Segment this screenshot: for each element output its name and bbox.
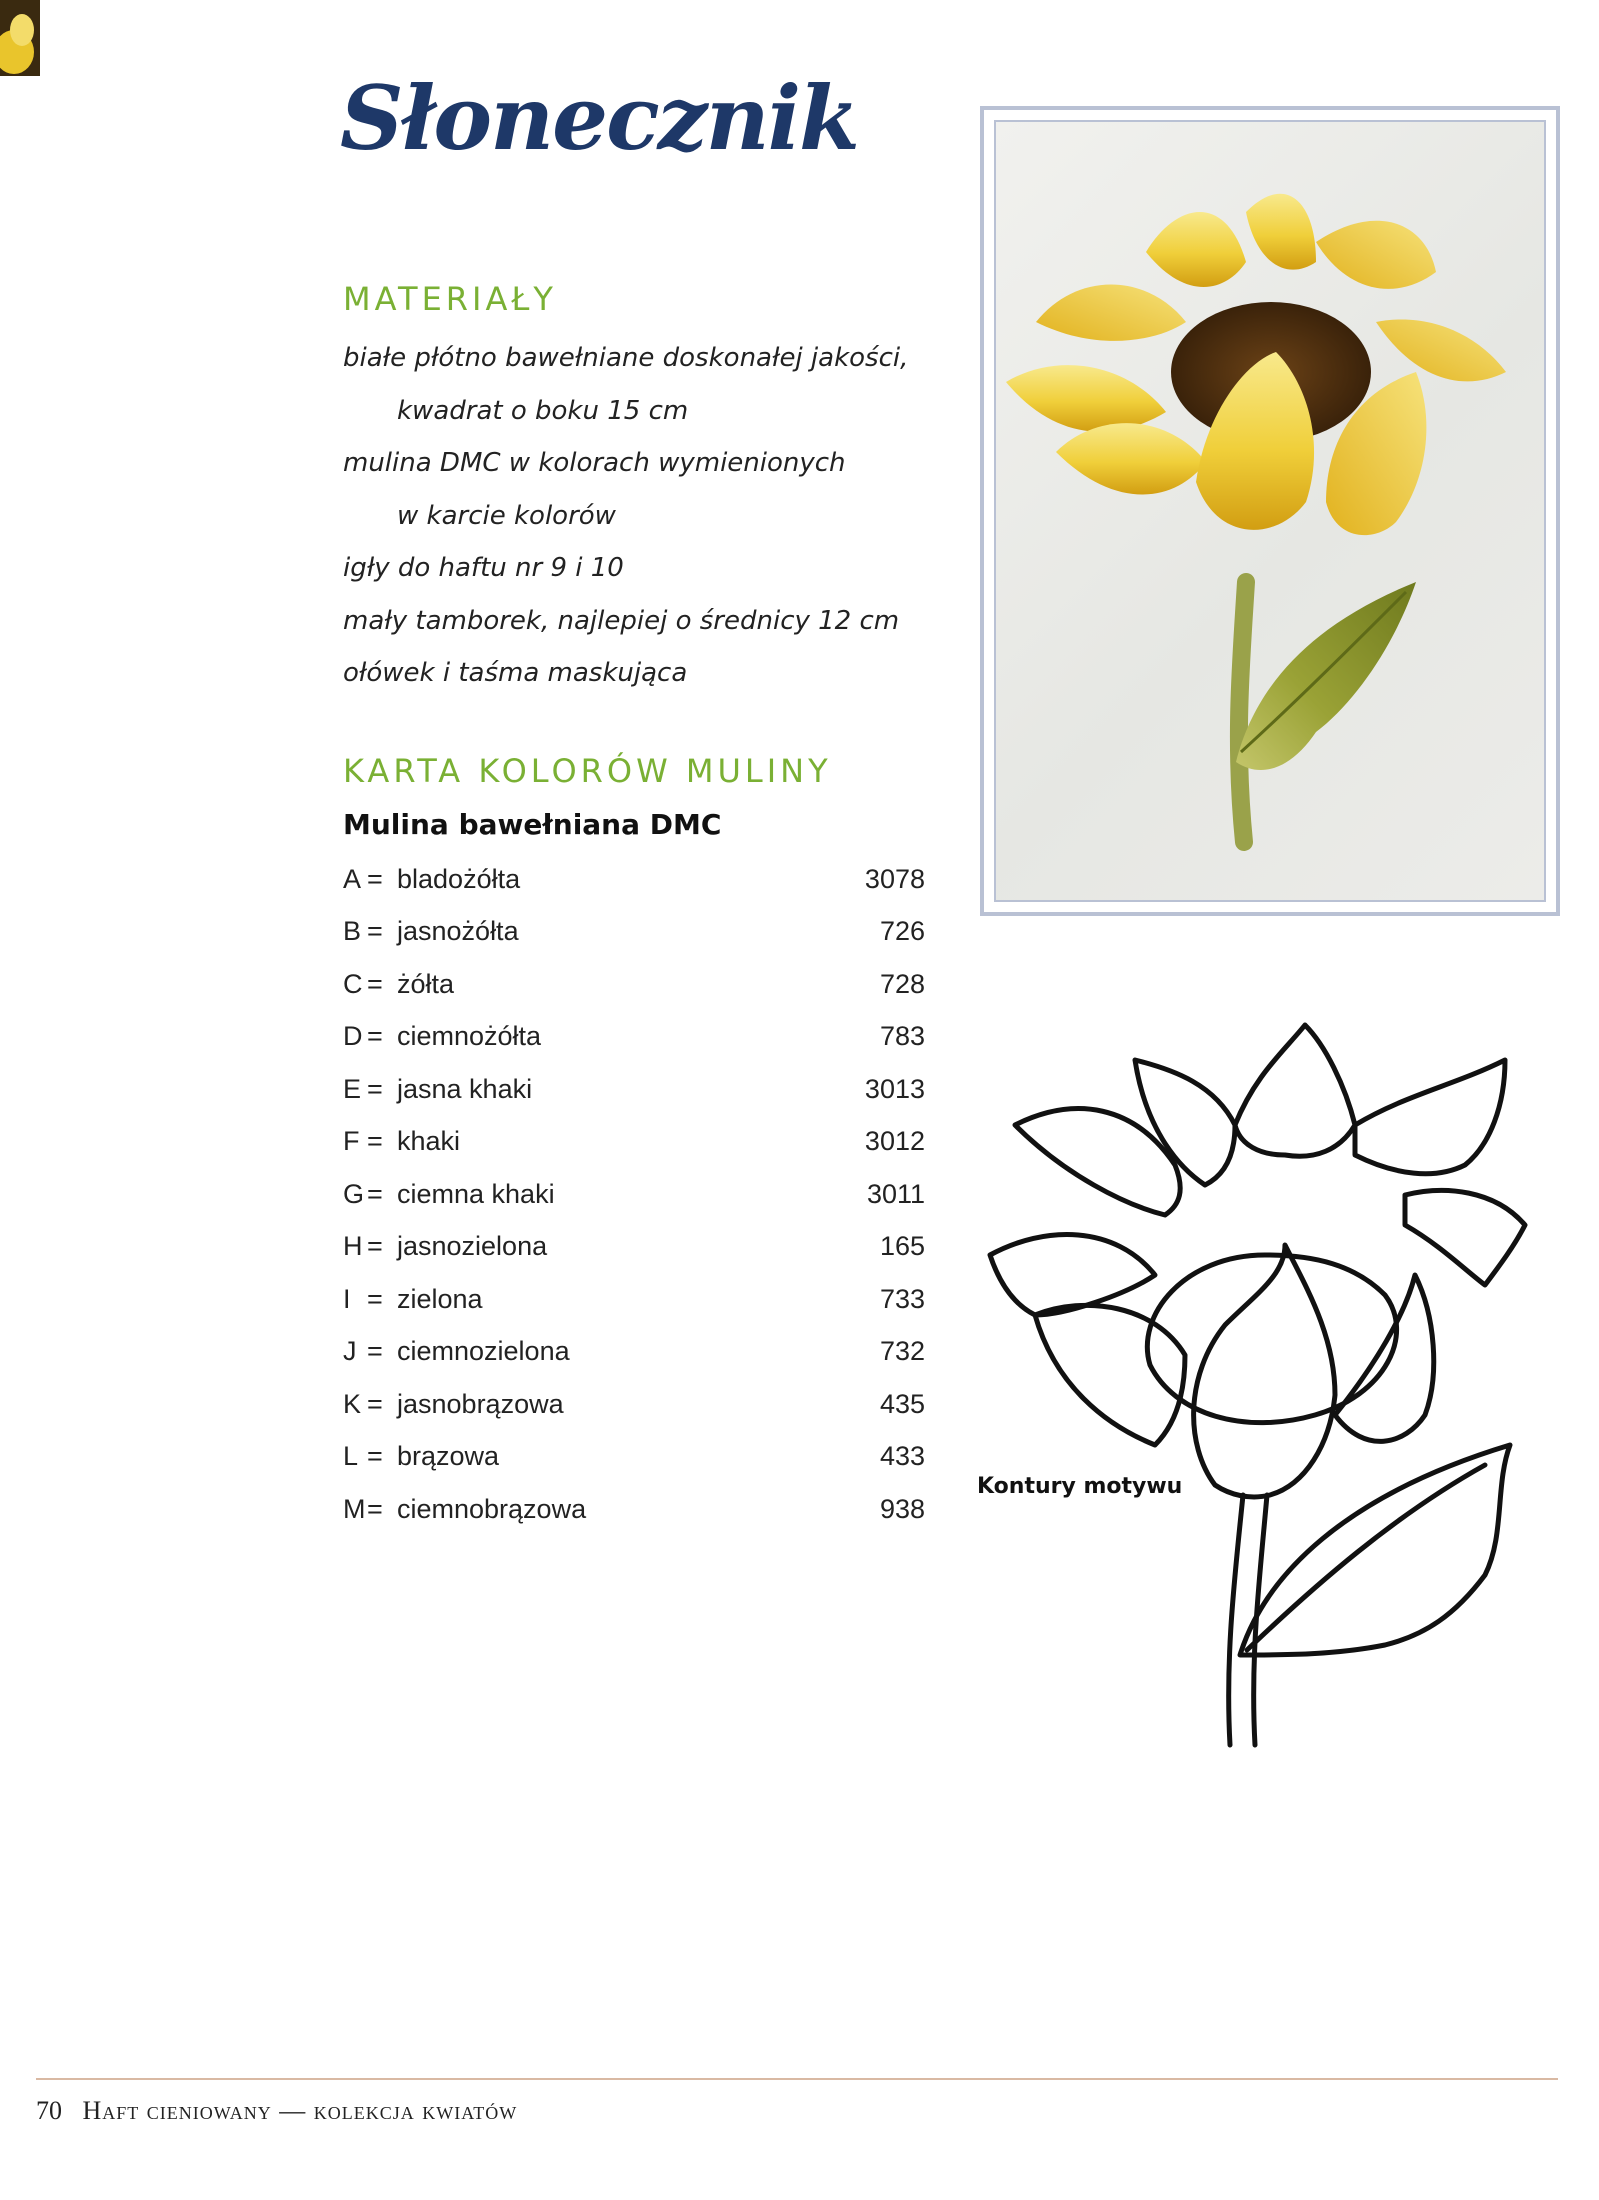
materials-line: w karcie kolorów	[397, 500, 616, 531]
color-number: 783	[879, 1021, 925, 1052]
color-equals: =	[367, 916, 383, 947]
color-name: jasnożółta	[397, 916, 519, 947]
color-name: ciemna khaki	[397, 1178, 555, 1209]
color-name: ciemnozielona	[397, 1336, 570, 1367]
color-code: G	[343, 1178, 365, 1209]
color-code: B	[343, 916, 362, 947]
embroidered-sunflower-illustration	[996, 122, 1546, 902]
color-number: 433	[879, 1441, 925, 1472]
color-code: I	[343, 1283, 351, 1314]
color-table	[343, 853, 925, 1536]
materials-list	[343, 332, 943, 700]
color-name: żółta	[397, 968, 455, 999]
running-title: Haft cieniowany — kolekcja kwiatów	[82, 2096, 518, 2125]
embroidery-photo	[994, 120, 1546, 902]
footer-rule	[36, 2078, 1558, 2080]
color-row	[343, 1431, 925, 1484]
color-code: A	[343, 863, 362, 894]
motif-outline	[985, 1015, 1545, 1765]
color-equals: =	[367, 1441, 383, 1472]
color-number: 435	[879, 1388, 925, 1419]
color-code: H	[343, 1231, 363, 1262]
color-equals: =	[367, 863, 383, 894]
color-code: C	[343, 968, 363, 999]
outline-caption: Kontury motywu	[977, 1474, 1183, 1499]
color-row	[343, 1011, 925, 1064]
color-equals: =	[367, 1231, 383, 1262]
color-row	[343, 1116, 925, 1169]
color-equals: =	[367, 1178, 383, 1209]
color-name: ciemnobrązowa	[397, 1493, 587, 1524]
sunflower-thumbnail-icon	[0, 0, 40, 76]
color-name: brązowa	[397, 1441, 500, 1472]
color-row	[343, 1483, 925, 1536]
materials-line: białe płótno bawełniane doskonałej jakości,	[343, 343, 909, 373]
color-row	[343, 1063, 925, 1116]
page-number: 70	[36, 2096, 62, 2125]
color-number: 3013	[864, 1073, 925, 1104]
color-chart-heading: KARTA KOLORÓW MULINY	[343, 752, 832, 790]
color-number: 732	[879, 1336, 925, 1367]
sunflower-outline-drawing	[985, 1015, 1545, 1765]
color-equals: =	[367, 1283, 383, 1314]
color-code: D	[343, 1021, 363, 1052]
color-row	[343, 853, 925, 906]
color-row	[343, 1326, 925, 1379]
embroidery-photo-frame	[980, 106, 1560, 916]
materials-line: kwadrat o boku 15 cm	[397, 395, 689, 426]
color-code: E	[343, 1073, 362, 1104]
corner-thumbnail	[0, 0, 40, 76]
color-code: L	[343, 1441, 359, 1472]
color-equals: =	[367, 1388, 383, 1419]
materials-line: igły do haftu nr 9 i 10	[343, 553, 624, 583]
color-name: jasnobrązowa	[397, 1388, 564, 1419]
color-number: 938	[879, 1493, 925, 1524]
color-name: jasnozielona	[397, 1231, 548, 1262]
color-number: 726	[879, 916, 925, 947]
color-code: F	[343, 1126, 360, 1157]
color-number: 3078	[864, 863, 925, 894]
color-number: 3011	[866, 1178, 925, 1209]
color-name: zielona	[397, 1283, 483, 1314]
color-name: khaki	[397, 1126, 461, 1157]
color-equals: =	[367, 1493, 383, 1524]
color-number: 728	[879, 968, 925, 999]
color-row	[343, 906, 925, 959]
color-equals: =	[367, 1126, 383, 1157]
color-equals: =	[367, 1073, 383, 1104]
color-code: K	[343, 1388, 362, 1419]
color-number: 165	[879, 1231, 925, 1262]
color-equals: =	[367, 1336, 383, 1367]
materials-heading: MATERIAŁY	[343, 280, 557, 318]
materials-line: mulina DMC w kolorach wymienionych	[343, 448, 846, 478]
color-code: M	[343, 1493, 366, 1524]
page-title: Słonecznik	[340, 66, 859, 170]
color-row	[343, 1168, 925, 1221]
color-number: 3012	[864, 1126, 925, 1157]
color-name: jasna khaki	[397, 1073, 533, 1104]
color-chart-subheading: Mulina bawełniana DMC	[343, 808, 722, 841]
page-footer	[36, 2096, 517, 2126]
color-name: ciemnożółta	[397, 1021, 542, 1052]
materials-line: mały tamborek, najlepiej o średnicy 12 cm	[343, 605, 900, 636]
color-code: J	[343, 1336, 357, 1367]
color-row	[343, 1273, 925, 1326]
color-name: bladożółta	[397, 863, 521, 894]
color-equals: =	[367, 968, 383, 999]
materials-line: ołówek i taśma maskująca	[343, 658, 688, 688]
color-number: 733	[879, 1283, 925, 1314]
color-row	[343, 1221, 925, 1274]
color-equals: =	[367, 1021, 383, 1052]
color-row	[343, 958, 925, 1011]
color-row	[343, 1378, 925, 1431]
